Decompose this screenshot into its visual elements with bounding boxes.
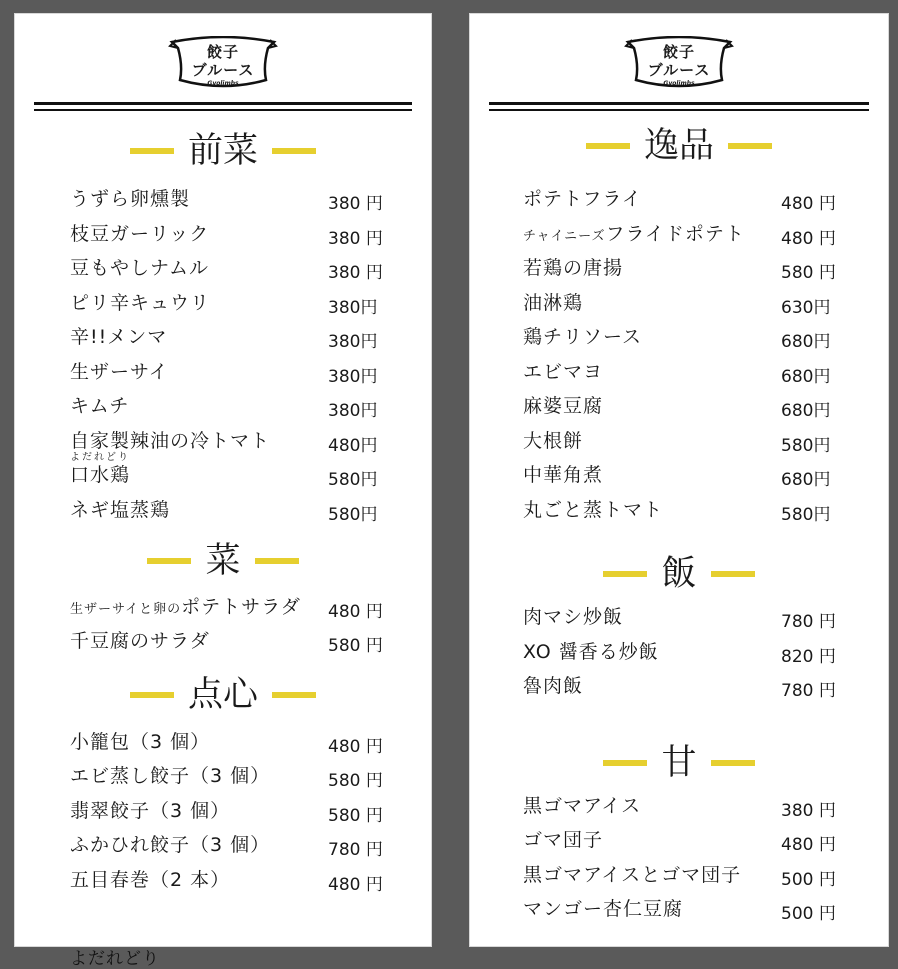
item-name-main: フライドポテト <box>605 223 745 245</box>
menu-item <box>523 462 853 490</box>
item-name: 口水鶏 <box>70 464 131 486</box>
item-name: 大根餅 <box>523 430 584 452</box>
menu-item <box>70 729 400 757</box>
item-price: 380円 <box>328 298 378 318</box>
heading-accent-bar <box>130 692 174 698</box>
menu-item <box>70 359 400 387</box>
menu-item <box>70 393 400 421</box>
item-name: マンゴー杏仁豆腐 <box>523 898 684 920</box>
item-name: ピリ辛キュウリ <box>70 292 211 314</box>
heading-accent-bar <box>728 143 772 149</box>
menu-item <box>523 673 853 701</box>
item-price: 580 円 <box>328 771 383 791</box>
menu-item <box>523 255 853 283</box>
section-heading-ippin <box>470 126 888 166</box>
item-name <box>523 221 745 250</box>
heading-accent-bar <box>603 571 647 577</box>
item-price: 380円 <box>328 332 378 352</box>
logo-text-line3: Gyolimbs <box>207 80 239 87</box>
item-price: 580 円 <box>328 806 383 826</box>
menu-item <box>70 497 400 525</box>
item-price: 380 円 <box>328 194 383 214</box>
item-name: 千豆腐のサラダ <box>70 630 210 652</box>
logo-text-line2: ブルース <box>191 61 255 79</box>
item-name: 麻婆豆腐 <box>523 395 604 417</box>
item-name: 油淋鶏 <box>523 292 584 314</box>
menu-item <box>70 452 400 490</box>
section-title: 点心 <box>187 675 258 715</box>
menu-item <box>70 867 400 895</box>
item-price: 680円 <box>781 401 831 421</box>
heading-accent-bar <box>711 760 755 766</box>
item-name: 枝豆ガーリック <box>70 223 210 245</box>
cut-off-footnote-text: よだれどり <box>70 949 160 969</box>
heading-accent-bar <box>586 143 630 149</box>
item-price: 380円 <box>328 367 378 387</box>
section-heading-amai <box>470 743 888 783</box>
header-divider <box>489 102 869 111</box>
gyoza-blues-logo <box>168 36 278 106</box>
item-price: 680円 <box>781 470 831 490</box>
menu-item <box>523 862 853 890</box>
item-name: エビ蒸し餃子（3 個） <box>70 765 271 787</box>
item-name: 小籠包（3 個） <box>70 731 211 753</box>
item-price: 480 円 <box>328 737 383 757</box>
menu-item <box>70 594 400 622</box>
heading-accent-bar <box>130 148 174 154</box>
item-price: 580 円 <box>781 263 836 283</box>
section-title: 飯 <box>661 554 697 594</box>
menu-item <box>523 221 853 249</box>
menu-item <box>523 604 853 632</box>
item-name: ポテトフライ <box>523 188 642 210</box>
item-name: 翡翠餃子（3 個） <box>70 800 231 822</box>
menu-item <box>70 832 400 860</box>
menu-item <box>523 497 853 525</box>
menu-item <box>70 324 400 352</box>
menu-item <box>523 393 853 421</box>
item-ruby: よだれどり <box>70 452 130 463</box>
menu-item <box>70 186 400 214</box>
menu-item <box>523 290 853 318</box>
section-title: 菜 <box>205 541 241 581</box>
item-price: 380円 <box>328 401 378 421</box>
menu-item <box>523 359 853 387</box>
menu-item <box>70 290 400 318</box>
item-name: 中華角煮 <box>523 464 604 486</box>
item-name: 自家製辣油の冷トマト <box>70 430 271 452</box>
item-price: 580 円 <box>328 636 383 656</box>
menu-item <box>523 186 853 214</box>
item-price: 380 円 <box>328 263 383 283</box>
item-name: キムチ <box>70 395 130 417</box>
item-price: 580円 <box>328 505 378 525</box>
logo-text-line3: Gyolimbs <box>663 80 695 87</box>
heading-accent-bar <box>603 760 647 766</box>
item-price: 480 円 <box>781 835 836 855</box>
item-price: 630円 <box>781 298 831 318</box>
item-price: 380 円 <box>328 229 383 249</box>
item-price: 780 円 <box>328 840 383 860</box>
item-price: 480円 <box>328 436 378 456</box>
menu-item <box>523 793 853 821</box>
section-heading-sai <box>15 541 431 581</box>
item-name: うずら卵燻製 <box>70 188 191 210</box>
item-name: 鶏チリソース <box>523 326 643 348</box>
item-name: ふかひれ餃子（3 個） <box>70 834 271 856</box>
item-name: エビマヨ <box>523 361 604 383</box>
item-name: XO 醤香る炒飯 <box>523 641 659 663</box>
section-heading-tenshin <box>15 675 431 715</box>
heading-accent-bar <box>147 558 191 564</box>
item-name: 肉マシ炒飯 <box>523 606 624 628</box>
menu-item <box>70 628 400 656</box>
item-name: 辛!!メンマ <box>70 326 168 348</box>
item-price: 500 円 <box>781 904 836 924</box>
item-name: 魯肉飯 <box>523 675 584 697</box>
section-title: 前菜 <box>187 131 258 171</box>
menu-item <box>523 324 853 352</box>
menu-page-left <box>14 13 432 947</box>
item-name: 豆もやしナムル <box>70 257 210 279</box>
item-price: 780 円 <box>781 612 836 632</box>
item-price: 580円 <box>781 505 831 525</box>
logo-text-line2: ブルース <box>647 61 711 79</box>
item-name: 若鶏の唐揚 <box>523 257 624 279</box>
item-price: 500 円 <box>781 870 836 890</box>
menu-item <box>70 255 400 283</box>
item-price: 380 円 <box>781 801 836 821</box>
item-name: ゴマ団子 <box>523 829 604 851</box>
menu-page-right <box>469 13 889 947</box>
item-price: 780 円 <box>781 681 836 701</box>
item-name: 五目春巻（2 本） <box>70 869 231 891</box>
section-title: 甘 <box>661 743 697 783</box>
menu-item <box>523 896 853 924</box>
item-name-prefix: 生ザーサイと卵の <box>70 602 182 617</box>
menu-item <box>523 827 853 855</box>
item-name-main: ポテトサラダ <box>181 596 301 618</box>
menu-item <box>70 221 400 249</box>
item-price: 480 円 <box>781 229 836 249</box>
item-price: 580円 <box>328 470 378 490</box>
item-price: 820 円 <box>781 647 836 667</box>
item-price: 480 円 <box>781 194 836 214</box>
logo-text-line1: 餃子 <box>662 43 695 61</box>
logo-text-line1: 餃子 <box>206 43 239 61</box>
item-name: ネギ塩蒸鶏 <box>70 499 171 521</box>
heading-accent-bar <box>711 571 755 577</box>
item-price: 680円 <box>781 332 831 352</box>
item-price: 480 円 <box>328 875 383 895</box>
heading-accent-bar <box>255 558 299 564</box>
heading-accent-bar <box>272 692 316 698</box>
item-price: 480 円 <box>328 602 383 622</box>
item-name: 丸ごと蒸トマト <box>523 499 664 521</box>
heading-accent-bar <box>272 148 316 154</box>
item-name: 黒ゴマアイス <box>523 795 642 817</box>
item-price: 580円 <box>781 436 831 456</box>
section-title: 逸品 <box>643 126 714 166</box>
section-heading-meshi <box>470 554 888 594</box>
item-name <box>70 594 301 623</box>
item-price: 680円 <box>781 367 831 387</box>
menu-item <box>70 798 400 826</box>
gyoza-blues-logo <box>624 36 734 106</box>
item-name: 黒ゴマアイスとゴマ団子 <box>523 864 742 886</box>
header-divider <box>34 102 412 111</box>
menu-item <box>70 763 400 791</box>
item-name: 生ザーサイ <box>70 361 169 383</box>
section-heading-zensai <box>15 131 431 171</box>
menu-item <box>523 639 853 667</box>
item-name-prefix: チャイニーズ <box>523 229 606 244</box>
menu-item <box>523 428 853 456</box>
